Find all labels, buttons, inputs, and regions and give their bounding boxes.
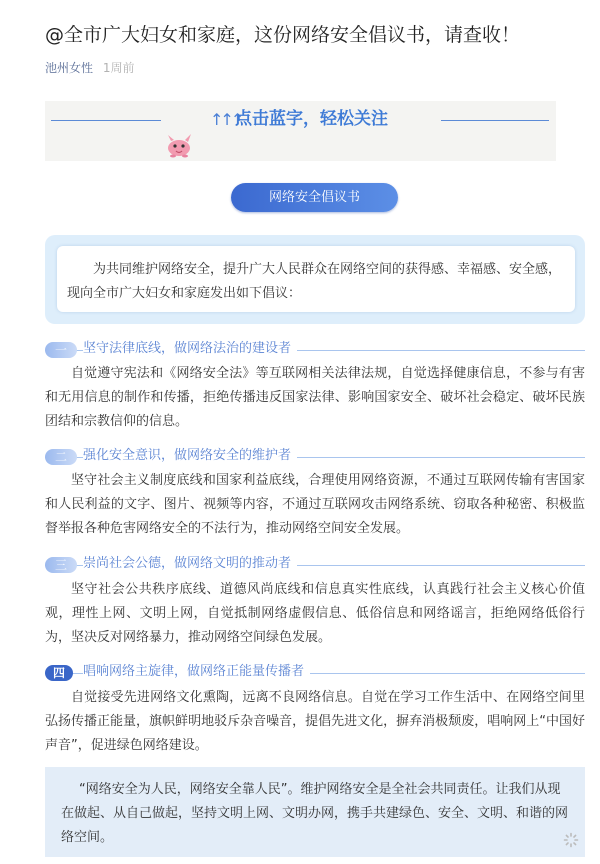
section-body-3: 坚守社会公共秩序底线、道德风尚底线和信息真实性底线，认真践行社会主义核心价值观，理性上网、文明上网，自觉抵制网络虚假信息、低俗信息和网络谣言，拒绝网络低俗行为，坚决反对网络暴力，推动网络空间绿色发展。 (45, 582, 585, 645)
section-number: 三 (45, 557, 77, 573)
publish-time: 1周前 (102, 61, 135, 75)
follow-banner[interactable] (45, 101, 556, 161)
spinner-icon (563, 832, 579, 848)
section-heading-4 (45, 662, 585, 682)
section-title-badge: 网络安全倡议书 (231, 183, 398, 212)
banner-divider-left (51, 120, 161, 121)
section-body-1: 自觉遵守宪法和《网络安全法》等互联网相关法律法规，自觉选择健康信息，不参与有害和无用信息的制作和传播，拒绝传播违反国家法律、影响国家安全、破坏社会稳定、破坏民族团结和宗教信仰的信息。 (45, 366, 585, 429)
section-heading-1 (45, 339, 585, 359)
section-title: 崇尚社会公德，做网络文明的推动者 (83, 554, 297, 574)
author-link[interactable]: 池州女性 (45, 61, 94, 75)
intro-text: 为共同维护网络安全，提升广大人民群众在网络空间的获得感、幸福感、安全感，现向全市广大妇女和家庭发出如下倡议： (67, 262, 562, 301)
section-number: 一 (45, 342, 77, 358)
intro-box (45, 235, 585, 324)
section-number: 二 (45, 449, 77, 465)
section-body-4: 自觉接受先进网络文化熏陶，远离不良网络信息。自觉在学习工作生活中、在网络空间里弘扬传播正能量，旗帜鲜明地驳斥杂音噪音，提倡先进文化，摒弃消极颓废，唱响网上“中国好声音”，促进绿色网络建设。 (45, 690, 585, 753)
article-meta (45, 60, 134, 76)
section-heading-2 (45, 446, 585, 466)
section-body-2: 坚守社会主义制度底线和国家利益底线，合理使用网络资源，不通过互联网传输有害国家和人民利益的文字、图片、视频等内容，不通过互联网攻击网络系统、窃取各种秘密、积极监督举报各种危害网络安全的不法行为，推动网络空间安全发展。 (45, 473, 585, 536)
article-title: @全市广大妇女和家庭，这份网络安全倡议书，请查收！ (45, 24, 521, 46)
follow-prompt: 点击蓝字，轻松关注 (235, 109, 388, 129)
banner-divider-right (441, 120, 549, 121)
closing-text: “网络安全为人民，网络安全靠人民”。维护网络安全是全社会共同责任。让我们从现在做起、从自己做起，坚持文明上网、文明办网，携手共建绿色、安全、文明、和谐的网络空间。 (61, 782, 569, 845)
pink-creature-icon (163, 131, 197, 159)
up-arrows-icon: ↑↑↑ (210, 110, 242, 129)
closing-quote-box (45, 767, 585, 857)
section-title: 强化安全意识，做网络安全的维护者 (83, 446, 297, 466)
section-title: 唱响网络主旋律，做网络正能量传播者 (83, 662, 310, 682)
section-title: 坚守法律底线，做网络法治的建设者 (83, 339, 297, 359)
section-number: 四 (45, 665, 73, 681)
section-heading-3 (45, 554, 585, 574)
intro-card (57, 246, 575, 312)
